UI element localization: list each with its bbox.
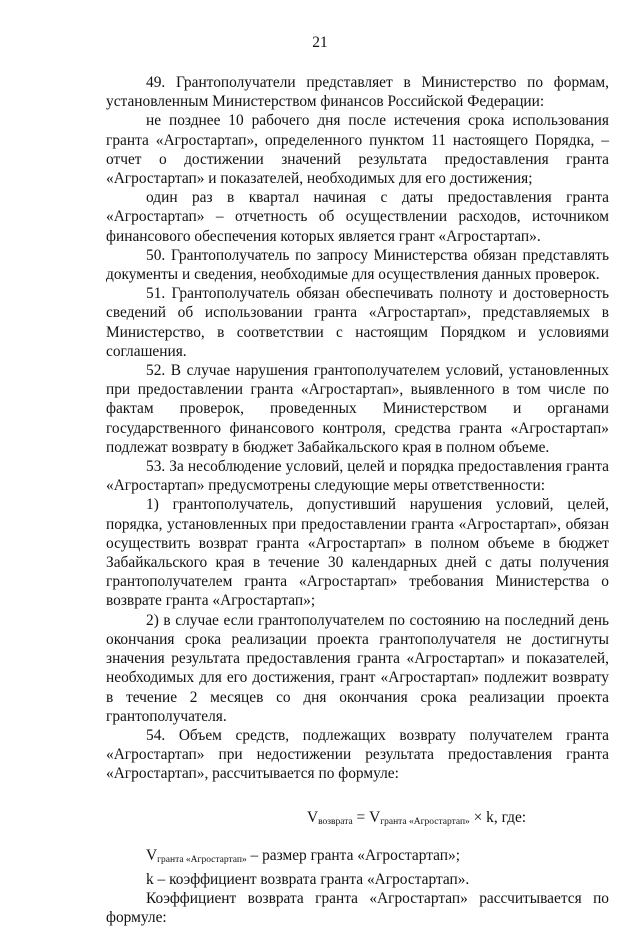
paragraph-54: 54. Объем средств, подлежащих возврату получателем гранта «Агростартап» при недостижении результата предоставления гранта «Агростартап», рассчитывается по формуле: bbox=[106, 726, 609, 783]
formula bbox=[106, 808, 609, 832]
paragraph-49-item-1: не позднее 10 рабочего дня после истечения срока использования гранта «Агростартап», определенного пунктом 11 настоящего Порядка, – отчет о достижении значений результата предоставления гранта «Агростартап» и показателей, необходимых для его достижения; bbox=[106, 112, 609, 188]
paragraph-53-item-1: 1) грантополучатель, допустивший нарушения условий, целей, порядка, установленных при предоставлении гранта «Агростартап», обязан осуществить возврат гранта «Агростартап» в полном объеме в бюджет Забайкальского края в течение 30 календарных дней с даты получения грантополучателем гранта «Агростартап» требования Министерства о возврате гранта «Агростартап»; bbox=[106, 496, 609, 610]
definition-text: – коэффициент возврата гранта «Агростартап». bbox=[153, 870, 470, 888]
paragraph-50: 50. Грантополучатель по запросу Министерства обязан представлять документы и сведения, необходимые для осуществления данных проверок. bbox=[106, 246, 609, 284]
formula-lhs-subscript: возврата bbox=[318, 816, 353, 827]
definition-v-grant bbox=[106, 846, 609, 870]
closing-paragraph: Коэффициент возврата гранта «Агростартап» рассчитывается по формуле: bbox=[106, 890, 609, 927]
page-number: 21 bbox=[312, 34, 328, 51]
definition-k bbox=[106, 870, 609, 889]
definition-text: – размер гранта «Агростартап»; bbox=[246, 846, 460, 864]
paragraph-51: 51. Грантополучатель обязан обеспечивать полноту и достоверность сведений об использовании гранта «Агростартап», представляемых в Министерство, в соответствии с настоящим Порядком и условиями соглашения. bbox=[106, 285, 609, 360]
document-body bbox=[106, 73, 609, 928]
formula-tail: × k, где: bbox=[469, 808, 527, 826]
paragraph-49: 49. Грантополучатели представляет в Министерство по формам, установленным Министерством финансов Российской Федерации: bbox=[106, 74, 609, 111]
paragraph-52: 52. В случае нарушения грантополучателем условий, установленных при предоставлении гранта «Агростартап», выявленного в том числе по фактам проверок, проведенных Министерством и органами государственного финансового контроля, средства гранта «Агростартап» подлежат возврату в бюджет Забайкальского края в полном объеме. bbox=[106, 362, 609, 456]
definition-symbol: k bbox=[146, 870, 154, 888]
paragraph-49-item-2: один раз в квартал начиная с даты предоставления гранта «Агростартап» – отчетность об осуществлении расходов, источником финансового обеспечения которых является грант «Агростартап». bbox=[106, 189, 609, 245]
definition-subscript: гранта «Агростартап» bbox=[157, 854, 247, 865]
paragraph-53: 53. За несоблюдение условий, целей и порядка предоставления гранта «Агростартап» предусмотрены следующие меры ответственности: bbox=[106, 458, 609, 495]
paragraph-53-item-2: 2) в случае если грантополучателем по состоянию на последний день окончания срока реализации проекта грантополучателя не достигнуты значения результата предоставления гранта «Агростартап» и показателей, необходимых для его достижения, грант «Агростартап» подлежит возврату в течение 2 месяцев со дня окончания срока реализации проекта грантополучателя. bbox=[106, 611, 609, 725]
formula-rhs-symbol: V bbox=[369, 808, 381, 826]
formula-equals: = bbox=[352, 808, 370, 826]
formula-rhs-subscript: гранта «Агростартап» bbox=[380, 816, 470, 827]
definition-symbol: V bbox=[146, 846, 158, 864]
formula-lhs-symbol: V bbox=[306, 808, 319, 826]
